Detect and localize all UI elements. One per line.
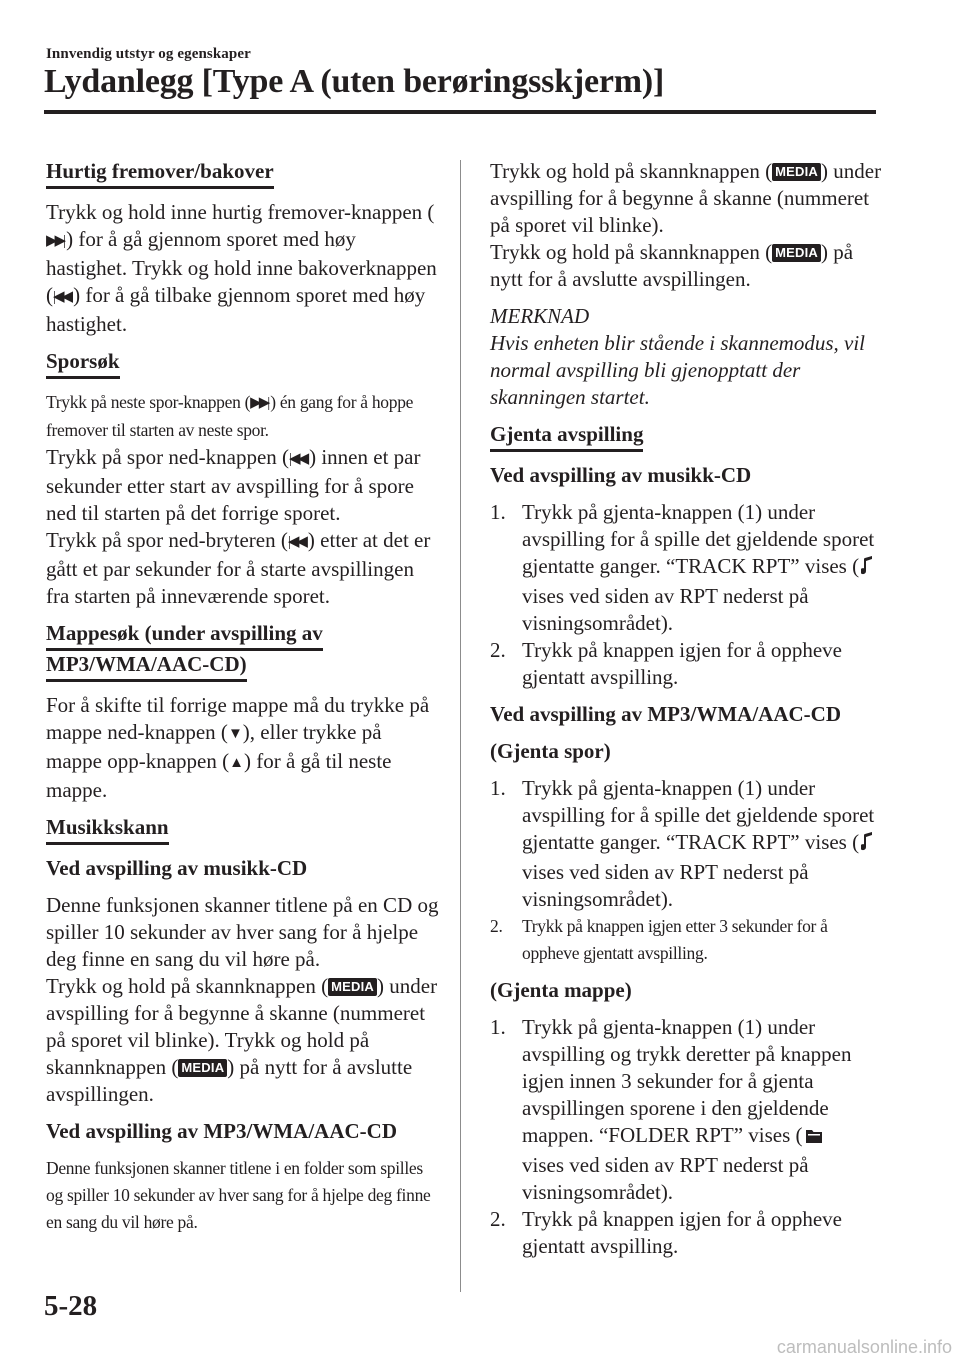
folder-down-icon: ▼ (227, 726, 240, 742)
subheading-mp3-cd: Ved avspilling av MP3/WMA/AAC-CD (46, 1119, 397, 1143)
paragraph-track-down: Trykk på spor ned-knappen (|◀◀ ) innen et par sekunder etter start av avspilling for å spore ned til starten på det forrige sporet. Trykk på spor ned-bryteren (|◀◀ ) etter at det er gått et par sekunder for å starte avspillingen fra starten på inneværende sporet. (46, 445, 431, 608)
media-button-icon: MEDIA (178, 1059, 227, 1077)
media-button-icon: MEDIA (328, 978, 377, 996)
repeat-track-steps (490, 775, 882, 967)
heading-track-search: Sporsøk (46, 348, 120, 379)
paragraph-next-track: Trykk på neste spor-knappen (▶▶| ) én gang for å hoppe fremover til starten av neste spor. (46, 392, 414, 440)
list-item: 2. Trykk på knappen igjen etter 3 sekunder for å oppheve gjentatt avspilling. (490, 916, 828, 963)
paragraph-scan-continued: Trykk og hold på skannknappen ( MEDIA ) under avspilling for å begynne å skanne (nummeret på sporet vil blinke). Trykk og hold på skannknappen ( MEDIA ) på nytt for å avslutte avspillingen. (490, 159, 882, 291)
media-button-icon: MEDIA (772, 163, 821, 181)
previous-track-icon: |◀◀ (287, 534, 305, 550)
note-text: Hvis enheten blir stående i skannemodus, vil normal avspilling bli gjenopptatt der skanningen startet. (490, 331, 866, 409)
paragraph-folder-search: For å skifte til forrige mappe må du trykke på mappe ned-knappen (▼ ), eller trykke på mappe opp-knappen (▲ ) for å gå til neste mappe. (46, 693, 430, 802)
next-track-icon: ▶▶| (250, 395, 268, 411)
paragraph-fast-forward: Trykk og hold inne hurtig fremover-knappen (▶▶| ) for å gå gjennom sporet med høy hastighet. Trykk og hold inne bakoverknappen (|◀◀ ) for å gå tilbake gjennom sporet med høy hastighet. (46, 200, 437, 336)
list-item: 1. Trykk på gjenta-knappen (1) under avspilling for å spille det gjeldende sporet gjentatte ganger. “TRACK RPT” vises (vises ved siden av RPT nederst på visningsområdet). (490, 776, 875, 911)
paragraph-scan-folder: Denne funksjonen skanner titlene i en folder som spilles og spiller 10 sekunder av hver sang for å hjelpe deg finne en sang du vil høre på. (46, 1158, 431, 1232)
note-title: MERKNAD (490, 304, 590, 328)
heading-music-scan: Musikkskann (46, 814, 169, 845)
heading-repeat-playback: Gjenta avspilling (490, 421, 643, 452)
page-number: 5-28 (44, 1290, 98, 1322)
next-track-icon: ▶▶| (46, 233, 64, 249)
media-button-icon: MEDIA (772, 244, 821, 262)
column-divider (460, 160, 461, 1292)
heading-fast-forward: Hurtig fremover/bakover (46, 158, 274, 189)
subheading-repeat-mp3-cd: Ved avspilling av MP3/WMA/AAC-CD (490, 702, 841, 726)
subheading-repeat-music-cd: Ved avspilling av musikk-CD (490, 463, 752, 487)
list-item: 2. Trykk på knappen igjen for å oppheve gjentatt avspilling. (490, 638, 842, 689)
left-column (46, 158, 441, 1246)
music-note-icon (861, 556, 873, 583)
paragraph-scan-description: Denne funksjonen skanner titlene på en CD og spiller 10 sekunder av hver sang for å hjelpe deg finne en sang du vil høre på. Trykk og hold på skannknappen ( MEDIA ) under avspilling for å begynne å skanne (nummeret på sporet vil blinke). Trykk og hold på skannknappen ( MEDIA ) på nytt for å avslutte avspillingen. (46, 893, 439, 1106)
header-section: Innvendig utstyr og egenskaper (46, 46, 251, 62)
right-column (490, 158, 882, 1270)
header-rule (44, 110, 876, 114)
heading-folder-search-line2: MP3/WMA/AAC-CD) (46, 651, 247, 682)
repeat-cd-steps (490, 499, 882, 691)
heading-folder-search-line1: Mappesøk (under avspilling av (46, 620, 323, 651)
previous-track-icon: |◀◀ (53, 289, 71, 305)
subheading-repeat-folder: (Gjenta mappe) (490, 978, 632, 1002)
folder-up-icon: ▲ (229, 755, 241, 771)
watermark: carmanualsonline.info (776, 1337, 952, 1357)
music-note-icon (861, 832, 873, 859)
page-title: Lydanlegg [Type A (uten berøringsskjerm)] (44, 63, 665, 100)
repeat-folder-steps (490, 1014, 882, 1260)
list-item: 2. Trykk på knappen igjen for å oppheve gjentatt avspilling. (490, 1207, 842, 1258)
subheading-music-cd: Ved avspilling av musikk-CD (46, 856, 308, 880)
subheading-repeat-track: (Gjenta spor) (490, 739, 611, 763)
list-item: 1. Trykk på gjenta-knappen (1) under avspilling og trykk deretter på knappen igjen innen 3 sekunder for å gjenta avspillingen sporene i den gjeldende mappen. “FOLDER RPT” vises ( vises ved siden av RPT nederst på visningsområdet). (490, 1015, 852, 1204)
previous-track-icon: |◀◀ (289, 451, 307, 467)
folder-icon (805, 1125, 823, 1152)
list-item: 1. Trykk på gjenta-knappen (1) under avspilling for å spille det gjeldende sporet gjentatte ganger. “TRACK RPT” vises (vises ved siden av RPT nederst på visningsområdet). (490, 500, 875, 635)
